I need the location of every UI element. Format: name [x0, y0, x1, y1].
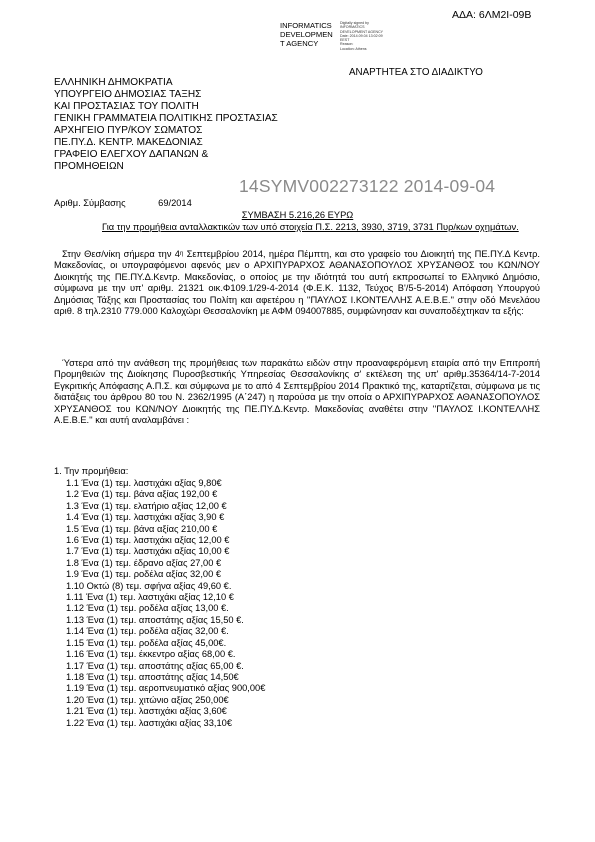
header-line: ΠΕ.ΠΥ.Δ. ΚΕΝΤΡ. ΜΑΚΕΔΟΝΙΑΣ	[54, 137, 203, 148]
header-line: ΥΠΟΥΡΓΕΙΟ ΔΗΜΟΣΙΑΣ ΤΑΞΗΣ	[54, 89, 202, 100]
contract-number	[54, 198, 192, 208]
signature-detail-line: INFORMATICS	[340, 25, 365, 30]
contract-title: ΣΥΜΒΑΣΗ 5.216,26 ΕΥΡΩ	[241, 210, 354, 220]
signature-organization	[280, 21, 340, 48]
header-line: ΓΡΑΦΕΙΟ ΕΛΕΓΧΟΥ ΔΑΠΑΝΩΝ &	[54, 149, 209, 160]
contract-number-value: 69/2014	[158, 198, 192, 208]
header-line: ΠΡΟΜΗΘΕΙΩΝ	[54, 161, 124, 172]
signature-organization-line: T AGENCY	[280, 39, 319, 48]
intro-paragraph	[54, 249, 540, 317]
item-line: 1.17 Ένα (1) τεμ. αποστάτης αξίας 65,00 €.	[66, 660, 244, 671]
signature-organization-line: INFORMATICS	[280, 21, 332, 30]
item-line: 1.21 Ένα (1) τεμ. λαστιχάκι αξίας 3,60€	[66, 706, 227, 717]
intro-text-start: Στην Θεσ/νίκη σήμερα την 4	[62, 249, 180, 259]
item-line: 1.7 Ένα (1) τεμ. λαστιχάκι αξίας 10,00 €	[66, 546, 230, 557]
signature-details	[340, 21, 420, 51]
document-stamp-id: 14SYMV002273122 2014-09-04	[239, 176, 496, 196]
publication-note: ΑΝΑΡΤΗΤΕΑ ΣΤΟ ΔΙΑΔΙΚΤΥΟ	[349, 67, 483, 78]
digital-signature	[280, 21, 520, 55]
item-line: 1.11 Ένα (1) τεμ. λαστιχάκι αξίας 12,10 €	[66, 592, 234, 603]
header-line: ΓΕΝΙΚΗ ΓΡΑΜΜΑΤΕΙΑ ΠΟΛΙΤΙΚΗΣ ΠΡΟΣΤΑΣΙΑΣ	[54, 113, 278, 124]
item-line: 1.22 Ένα (1) τεμ. λαστιχάκι αξίας 33,10€	[66, 717, 232, 728]
signature-detail-line: DEVELOPMENT AGENCY	[340, 29, 384, 34]
item-line: 1.6 Ένα (1) τεμ. λαστιχάκι αξίας 12,00 €	[66, 535, 230, 546]
item-line: 1.12 Ένα (1) τεμ. ροδέλα αξίας 13,00 €.	[66, 603, 229, 614]
header-line: ΑΡΧΗΓΕΙΟ ΠΥΡ/ΚΟΥ ΣΩΜΑΤΟΣ	[54, 125, 203, 136]
items-heading: 1. Την προμήθεια:	[54, 466, 129, 476]
item-line: 1.16 Ένα (1) τεμ. έκκεντρο αξίας 68,00 €.	[66, 649, 236, 660]
signature-detail-line: Reason:	[340, 42, 354, 47]
signature-organization-line: DEVELOPMEN	[280, 30, 333, 39]
item-line: 1.13 Ένα (1) τεμ. αποστάτης αξίας 15,50 €.	[66, 614, 244, 625]
item-line: 1.10 Οκτώ (8) τεμ. σφήνα αξίας 49,60 €.	[66, 580, 232, 591]
header-line: ΚΑΙ ΠΡΟΣΤΑΣΙΑΣ ΤΟΥ ΠΟΛΙΤΗ	[54, 101, 199, 112]
item-line: 1.18 Ένα (1) τεμ. αποστάτης αξίας 14,50€	[66, 671, 239, 682]
intro-superscript: η	[179, 251, 184, 257]
ada-number: ΑΔΑ: 6ΛΜ2Ι-09Β	[452, 9, 532, 21]
signature-detail-line: EEST	[340, 38, 350, 43]
item-line: 1.2 Ένα (1) τεμ. βάνα αξίας 192,00 €	[66, 489, 218, 500]
signature-detail-line: Date: 2014.09.04 13:02:09	[340, 33, 383, 38]
contract-subject: Για την προμήθεια ανταλλακτικών των υπό στοιχεία Π.Σ. 2213, 3930, 3719, 3731 Πυρ/κων οχημάτων.	[102, 222, 519, 232]
intro-text-rest: Σεπτεμβρίου 2014, ημέρα Πέμπτη, και στο γραφείο του Διοικητή της ΠΕ.ΠΥ.Δ Κεντρ. Μακεδονίας, οι υπογραφόμενοι αφενός μεν ο ΑΡΧΙΠΥΡΑΡΧΟΣ ΑΘΑΝΑΣΟΠΟΥΛΟΣ ΧΡΥΣΑΝΘΟΣ του ΚΩΝ/ΝΟΥ Διοικητής της ΠΕ.ΠΥ.Δ.Κεντρ. Μακεδονίας, ο οποίος με την ιδιότητά του αυτή εκπροσωπεί το Ελληνικό Δημόσιο, σύμφωνα με την υπ' αριθμ. 21321 οικ.Φ109.1/29-4-2014 (Φ.Ε.Κ. 1132, Τεύχος Β'/5-5-2014) Απόφαση Υπουργού Δημόσιας Τάξης και Προστασίας του Πολίτη και αφετέρου η ''ΠΑΥΛΟΣ Ι.ΚΟΝΤΕΛΛΗΣ Α.Ε.Β.Ε.'' στην οδό Μενελάου αριθ. 8 τηλ.2310 779.000 Καλοχώρι Θεσσαλονίκη με ΑΦΜ 094007885, συμφώνησαν και συναποδέχτηκαν τα εξής:	[54, 249, 540, 317]
item-line: 1.5 Ένα (1) τεμ. βάνα αξίας 210,00 €	[66, 523, 218, 534]
item-line: 1.20 Ένα (1) τεμ. χιτώνιο αξίας 250,00€	[66, 694, 229, 705]
item-line: 1.8 Ένα (1) τεμ. έδρανο αξίας 27,00 €	[66, 557, 222, 568]
signature-detail-line: Location: Athens	[340, 46, 367, 51]
contract-number-label: Αριθμ. Σύμβασης	[54, 198, 126, 208]
signature-detail-line: Digitally signed by	[340, 21, 369, 25]
item-line: 1.9 Ένα (1) τεμ. ροδέλα αξίας 32,00 €	[66, 569, 221, 580]
item-line: 1.3 Ένα (1) τεμ. ελατήριο αξίας 12,00 €	[66, 500, 227, 511]
item-line: 1.15 Ένα (1) τεμ. ροδέλα αξίας 45,00€.	[66, 637, 227, 648]
item-line: 1.14 Ένα (1) τεμ. ροδέλα αξίας 32,00 €.	[66, 626, 229, 637]
items-list	[66, 478, 265, 729]
item-line: 1.19 Ένα (1) τεμ. αεροπνευματικό αξίας 900,00€	[66, 683, 266, 694]
assignment-paragraph: Ύστερα από την ανάθεση της προμήθειας των παρακάτω ειδών στην προαναφερόμενη εταιρία από την Επιτροπή Προμηθειών της Διοίκησης Πυροσβεστικής Υπηρεσίας Θεσσαλονίκης σ' εκτέλεση της υπ' αριθμ.35364/14-7-2014 Εγκριτικής Απόφασης Α.Π.Σ. και σύμφωνα με το από 4 Σεπτεμβρίου 2014 Πρακτικό της, καταρτίζεται, σύμφωνα με τις διατάξεις του άρθρου 80 του Ν. 2362/1995 (Α΄247) η παρούσα με την οποία ο ΑΡΧΙΠΥΡΑΡΧΟΣ ΑΘΑΝΑΣΟΠΟΥΛΟΣ ΧΡΥΣΑΝΘΟΣ του ΚΩΝ/ΝΟΥ Διοικητής της ΠΕ.ΠΥ.Δ.Κεντρ. Μακεδονίας αναθέτει στην ''ΠΑΥΛΟΣ Ι.ΚΟΝΤΕΛΛΗΣ Α.Ε.Β.Ε.'' και αυτή αναλαμβάνει :	[54, 358, 540, 426]
item-line: 1.4 Ένα (1) τεμ. λαστιχάκι αξίας 3,90 €	[66, 512, 225, 523]
item-line: 1.1 Ένα (1) τεμ. λαστιχάκι αξίας 9,80€	[66, 478, 222, 488]
header-line: ΕΛΛΗΝΙΚΗ ΔΗΜΟΚΡΑΤΙΑ	[54, 77, 173, 88]
